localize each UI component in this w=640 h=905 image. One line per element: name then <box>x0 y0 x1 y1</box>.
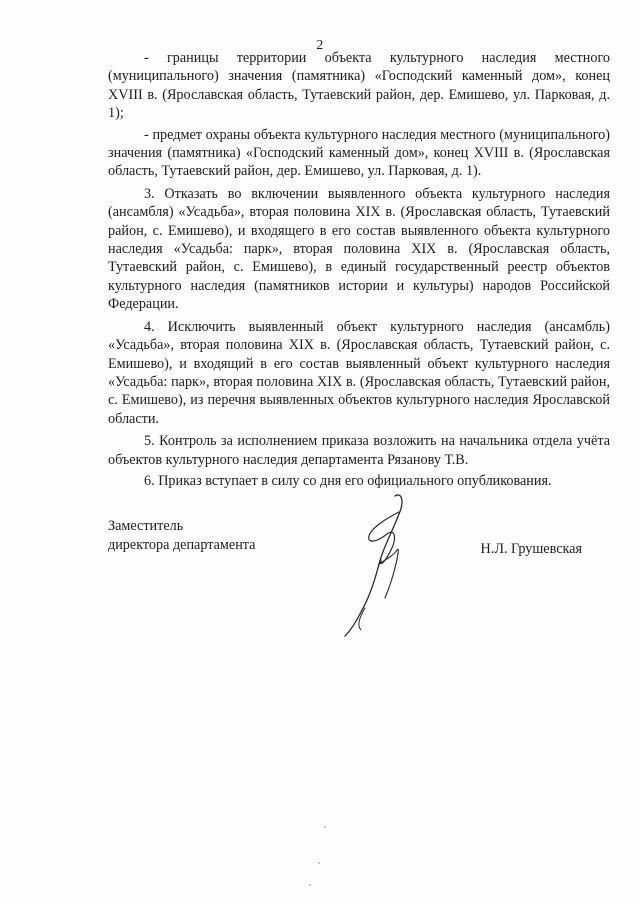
paragraph-item-5-control: 5. Контроль за исполнением приказа возложить на начальника отдела учёта объектов культурного наследия департамента Рязанову Т.В. <box>108 433 610 468</box>
scan-speck <box>309 884 311 886</box>
paragraph-protection-subject: - предмет охраны объекта культурного наследия местного (муниципального) значения (памятника) «Господский каменный дом», конец XVIII в. (Ярославская область, Тутаевский район, дер. Емишево, ул. Парковая, д. 1). <box>108 126 610 180</box>
paragraph-item-3-refusal: 3. Отказать во включении выявленного объекта культурного наследия (ансамбля) «Усадьба», вторая половина XIX в. (Ярославская область, Тутаевский район, с. Емишево), и входящего в его состав выявленного объекта культурного наследия «Усадьба: парк», вторая половина XIX в. (Ярославская область, Тутаевский район, с. Емишево), в единый государственный реестр объектов культурного наследия (памятников истории и культуры) народов Российской Федерации. <box>108 185 610 313</box>
scan-speck <box>318 862 320 864</box>
paragraph-item-4-exclusion: 4. Исключить выявленный объект культурного наследия (ансамбль) «Усадьба», вторая половина XIX в. (Ярославская область, Тутаевский район, с. Емишево), и входящий в его состав выявленный объект культурного наследия «Усадьба: парк», вторая половина XIX в. (Ярославская область, Тутаевский район, с. Емишево), из перечня выявленных объектов культурного наследия Ярославской области. <box>108 318 610 427</box>
signatory-name: Н.Л. Грушевская <box>480 541 582 557</box>
paragraph-item-6-effective: 6. Приказ вступает в силу со дня его официального опубликования. <box>144 472 552 489</box>
paragraph-boundaries: - границы территории объекта культурного наследия местного (муниципального) значения (памятника) «Господский каменный дом», конец XVIII в. (Ярославская область, Тутаевский район, дер. Емишево, ул. Парковая, д. 1); <box>108 50 610 122</box>
handwritten-signature-icon <box>335 490 425 640</box>
signatory-title-line-2: директора департамента <box>108 536 256 553</box>
document-body <box>108 49 610 490</box>
page-number: 2 <box>316 38 324 53</box>
scan-speck <box>324 826 326 828</box>
signatory-title-line-1: Заместитель <box>108 518 184 534</box>
